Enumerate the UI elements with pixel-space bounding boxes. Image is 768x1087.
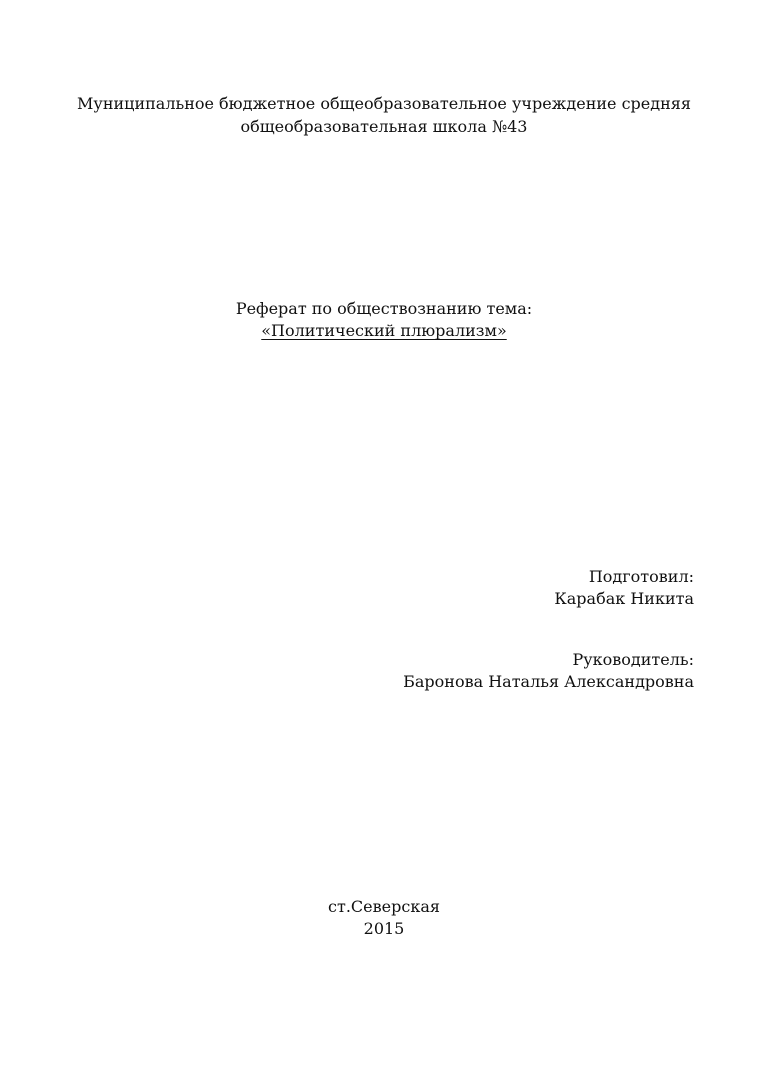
institution-line-2: общеобразовательная школа №43	[240, 117, 528, 136]
institution-line-1: Муниципальное бюджетное общеобразовательное учреждение средняя	[77, 94, 691, 113]
prepared-label: Подготовил:	[588, 567, 694, 586]
author-name: Карабак Никита	[554, 589, 694, 608]
topic-wrapper	[0, 320, 768, 342]
topic-title: «Политический плюрализм»	[261, 321, 507, 340]
supervisor-name: Баронова Наталья Александровна	[403, 672, 694, 691]
place-name: ст.Северская	[328, 897, 440, 916]
year: 2015	[363, 919, 405, 938]
supervisor-label: Руководитель:	[572, 650, 694, 669]
subject-line: Реферат по обществознанию тема:	[235, 299, 533, 318]
